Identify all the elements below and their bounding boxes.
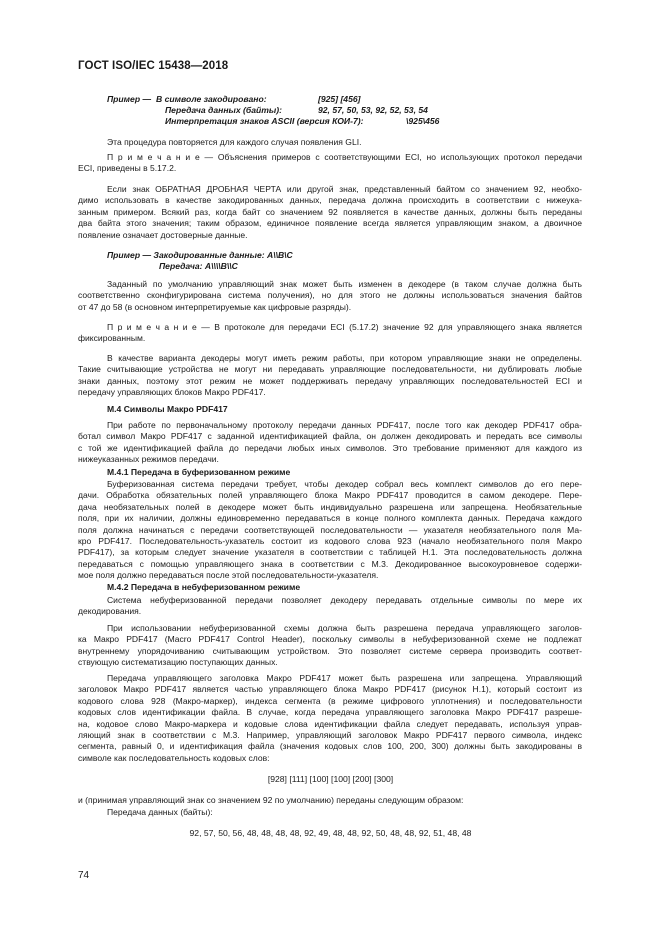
section-heading: М.4.2 Передача в небуферизованном режиме xyxy=(107,582,301,592)
paragraph: Передача данных (байты): xyxy=(107,807,213,817)
note-label: П р и м е ч а н и е xyxy=(107,152,200,162)
text-line: димо использовать в качестве закодированных данных, передача должна происходить в соответствии с нижеука- xyxy=(78,195,582,206)
text-line: ляющий знак в соответствии с М.3. Например, управляющий заголовок Макро PDF417 первого символа, индекс xyxy=(78,730,582,741)
text-line: занным примером. Всякий раз, когда байт со значением 92 появляется в качестве данных, должны быть переданы xyxy=(78,206,582,217)
paragraph xyxy=(78,479,582,582)
example-value: 92, 57, 50, 53, 92, 52, 53, 54 xyxy=(318,105,428,115)
example-value: [925] [456] xyxy=(318,94,361,104)
text-line: сегмента, равный 0, и идентификация файла (значения кодовых слов 100, 200, 300) должны быть закодированы в xyxy=(78,741,582,752)
text-line: появление означает достоверные данные. xyxy=(78,229,248,240)
byte-sequence: 92, 57, 50, 56, 48, 48, 48, 48, 92, 49, 48, 48, 92, 50, 48, 48, 92, 51, 48, 48 xyxy=(189,828,472,838)
text-line: внутреннему упорядочиванию считывающим устройством. Это позволяет системе сервера производить соответ- xyxy=(78,645,582,656)
text-line: заголовок Макро PDF417 является частью управляющего блока Макро PDF417 (рисунок Н.1), который состоит из xyxy=(78,684,582,695)
page-number: 74 xyxy=(78,870,90,881)
codeword-sequence: [928] [111] [100] [100] [200] [300] xyxy=(267,774,394,784)
text-line: Буферизованная система передачи требует, чтобы декодер собрал весь комплект символов до его пере- xyxy=(107,479,582,489)
example-value: \925\456 xyxy=(406,116,440,126)
text-line: передаваться с помощью управляющего знака в соответствии с М.3. Декодированное высокоуровневое содержи- xyxy=(78,558,582,569)
text-line: ствующую систематизацию поступающих данных. xyxy=(78,657,278,668)
paragraph xyxy=(78,279,582,313)
text-line: Заданный по умолчанию управляющий знак может быть изменен в декодере (в таком случае должна быть xyxy=(107,279,582,289)
example-key: Интерпретация знаков ASCII (версия КОИ-7): xyxy=(165,116,364,126)
paragraph xyxy=(78,673,582,764)
text-line: поля должна начинаться с передачи соответствующей последовательности — указателя необязательного поля Ма- xyxy=(78,524,582,535)
text-line: кро PDF417. Последовательность-указатель состоит из кодового слова 923 (начало необязательного поля Макро xyxy=(78,536,582,547)
text-line: Такие считывающие устройства не могут ни передавать управляющие последовательности, ни дублировать любые xyxy=(78,364,582,375)
text-line: ка Макро PDF417 (Macro PDF417 Control Header), поскольку символы в небуферизованной схеме не подлежат xyxy=(78,634,582,645)
example-block xyxy=(107,94,587,130)
text-line: ботал символ Макро PDF417 с заданной идентификацией файла, он должен декодировать и передать все символы xyxy=(78,431,582,442)
example-key: Передача данных (байты): xyxy=(165,105,282,115)
paragraph: Эта процедура повторяется для каждого случая появления GLI. xyxy=(107,137,362,147)
text-line: PDF417), за которым следует значение указателя в соответствии с таблицей Н.1. Эта последовательность должна xyxy=(78,547,582,558)
text-line: кодового слова 928 (Макро-маркер), индекса сегмента (в режиме цифрового уплотнения) и последовательности xyxy=(78,695,582,706)
section-heading: М.4.1 Передача в буферизованном режиме xyxy=(107,467,291,477)
example-label: Пример — xyxy=(107,94,152,104)
paragraph xyxy=(78,353,582,399)
text-line: При работе по первоначальному протоколу передачи данных PDF417, после того как декодер PDF417 обра- xyxy=(107,420,582,430)
note xyxy=(78,322,582,345)
text-line: В качестве варианта декодеры могут иметь режим работы, при котором управляющие знаки не определены. xyxy=(107,353,582,363)
text-line: Система небуферизованной передачи позволяет декодеру передавать отдельные символы по мере их xyxy=(107,595,582,605)
document-header: ГОСТ ISO/IEC 15438—2018 xyxy=(78,60,229,72)
text-line: два байта этого значения; таким образом, единичное появление всегда является управляющим знаком, а двоичное xyxy=(78,218,582,229)
note-label: П р и м е ч а н и е xyxy=(107,322,197,332)
paragraph xyxy=(78,184,582,241)
text-line: декодирования. xyxy=(78,606,142,617)
paragraph xyxy=(78,595,582,618)
text-line: дачи. Обработка обязательных полей управляющего блока Макро PDF417 проводится в самом декодере. Пере- xyxy=(78,490,582,501)
note-text: — В протоколе для передачи ECI (5.17.2) значение 92 для управляющего знака является xyxy=(201,322,582,332)
text-line: символе как последовательность кодовых слов: xyxy=(78,752,270,763)
section-heading: М.4 Символы Макро PDF417 xyxy=(107,404,228,414)
paragraph: и (принимая управляющий знак со значением 92 по умолчанию) переданы следующим образом: xyxy=(78,795,464,805)
note-text: ECI, приведены в 5.17.2. xyxy=(78,163,177,174)
text-line: с той же идентификацией файла до передачи любых иных символов. Это требование применяют для каждого из xyxy=(78,442,582,453)
text-line: Если знак ОБРАТНАЯ ДРОБНАЯ ЧЕРТА или другой знак, представленный байтом со значением 92, необхо- xyxy=(107,184,582,194)
paragraph xyxy=(78,623,582,669)
paragraph xyxy=(78,420,582,466)
text-line: передачу управляющих блоков Макро PDF417. xyxy=(78,387,266,398)
note xyxy=(78,152,582,175)
text-line: нижеуказанных режимов передачи. xyxy=(78,454,219,465)
note-text: фиксированным. xyxy=(78,333,146,344)
text-line: знаки данных, поэтому этот режим не может поддерживать передачу управляющих последовательностей ECI и xyxy=(78,375,582,386)
text-line: кодовых слов идентификации файла. В случае, когда передача управляющего заголовка Макро PDF417 разреше- xyxy=(78,707,582,718)
example-line: Пример — Закодированные данные: A\\B\C xyxy=(107,250,293,260)
text-line: При использовании небуферизованной схемы должна быть разрешена передача управляющего заголов- xyxy=(107,623,582,633)
example-key: В символе закодировано: xyxy=(156,94,267,104)
text-line: дача необязательных полей в декодере может быть индивидуально разрешена или запрещена. Необязательные xyxy=(78,501,582,512)
note-text: — Объяснения примеров с соответствующими ECI, но использующих протокол передачи xyxy=(204,152,583,162)
text-line: соответственно сконфигурирована система получения), но для этого не должны использоваться значения байтов xyxy=(78,290,582,301)
text-line: на, кодовое слово Макро-маркера и кодовые слова идентификации файла следует передавать, используя управ- xyxy=(78,718,582,729)
text-line: поля, при их наличии, должны единовременно передаваться в конце полного комплекта данных. Передача каждого xyxy=(78,513,582,524)
example-line: Передача: A\\\\B\\C xyxy=(159,261,238,271)
text-line: Передача управляющего заголовка Макро PDF417 может быть разрешена или запрещена. Управляющий xyxy=(107,673,582,683)
text-line: мое поля должно передаваться после этой последовательности-указателя. xyxy=(78,570,379,581)
text-line: от 47 до 58 (в основном интерпретируемые как цифровые разряды). xyxy=(78,301,352,312)
